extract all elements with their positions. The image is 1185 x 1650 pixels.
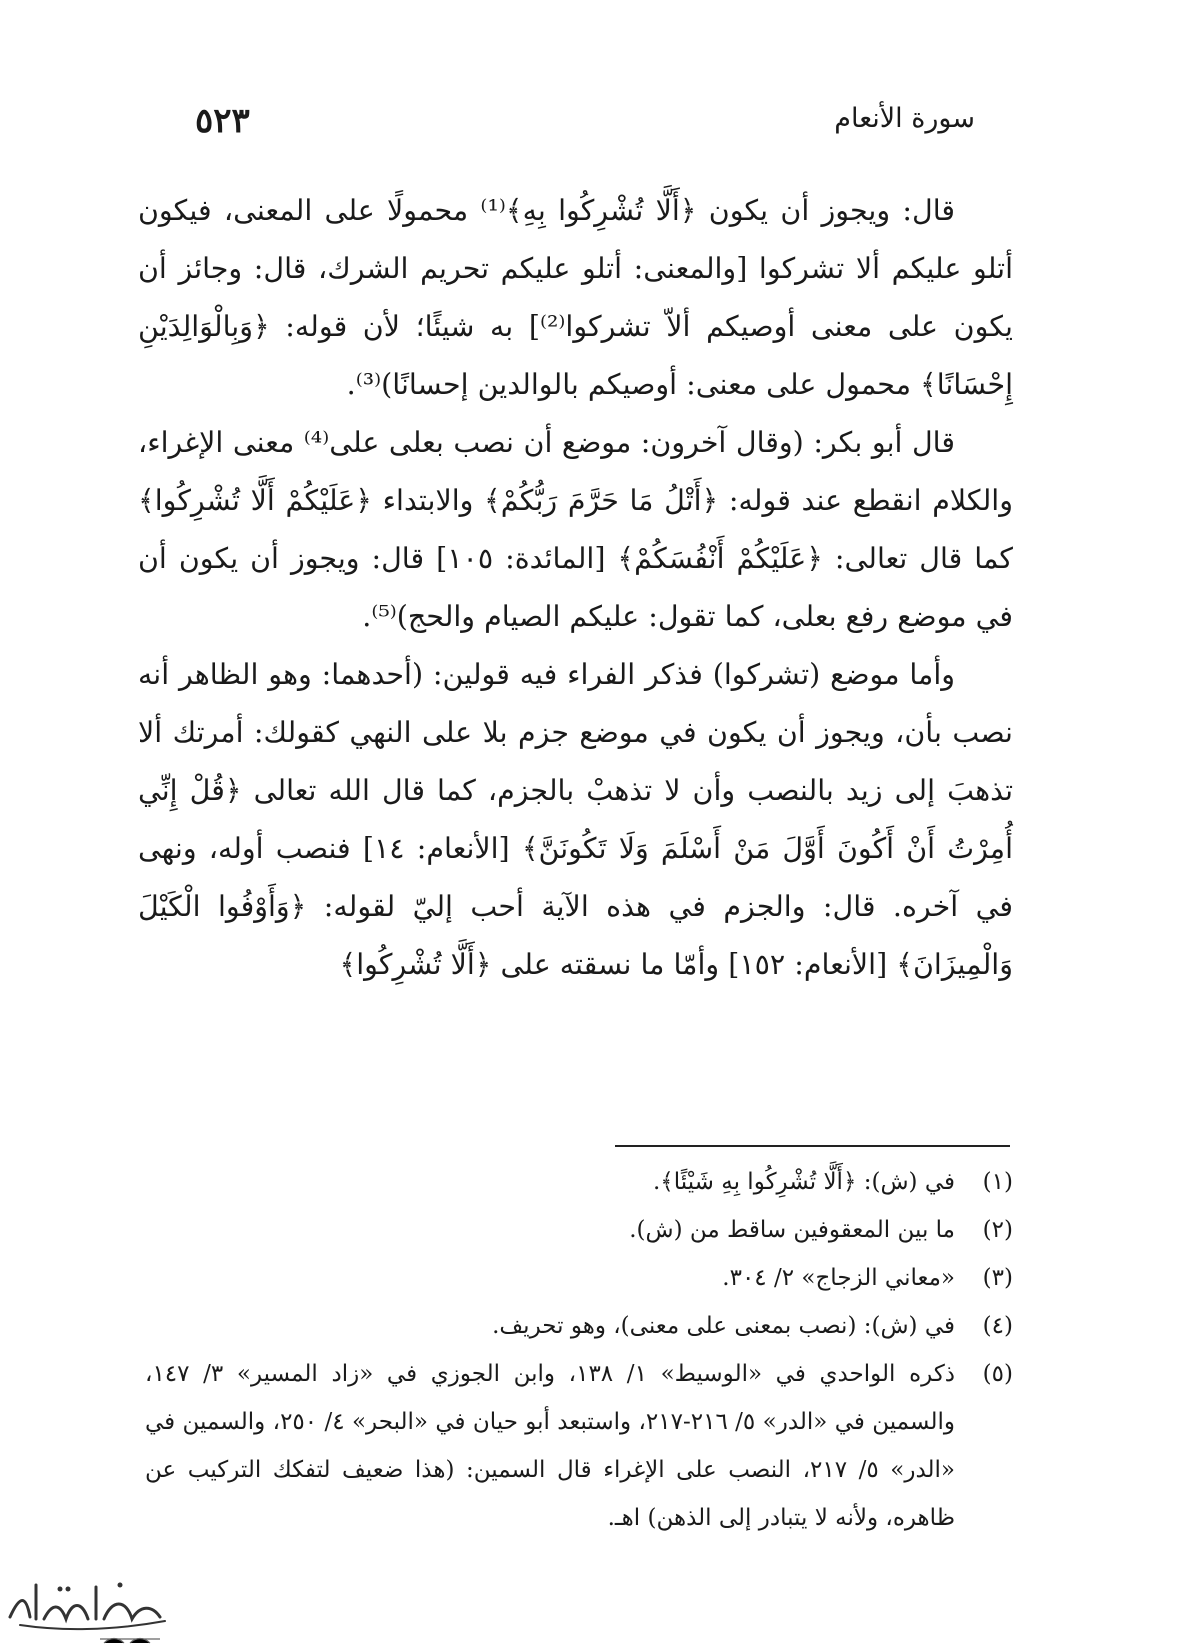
footnotes (145, 1158, 1013, 1542)
footnote (145, 1302, 1013, 1350)
footnote (145, 1350, 1013, 1542)
page-header (195, 103, 975, 153)
footnote-text: ما بين المعقوفين ساقط من (ش). (629, 1217, 955, 1243)
paragraph: قال: ويجوز أن يكون ﴿أَلَّا تُشْرِكُوا بِهِ﴾⁽¹⁾ محمولًا على المعنى، فيكون أتلو عليكم ألا تشركوا [والمعنى: أتلو عليكم تحريم الشرك، قال: وجائز أن يكون على معنى أوصيكم ألاّ تشركوا⁽²⁾] به شيئًا؛ لأن قوله: ﴿وَبِالْوَالِدَيْنِ إِحْسَانًا﴾ محمول على معنى: أوصيكم بالوالدين إحسانًا)⁽³⁾. (138, 194, 1013, 401)
footnote (145, 1206, 1013, 1254)
page-number: ٥٢٣ (195, 101, 250, 141)
footnote-separator (615, 1145, 1010, 1147)
paragraph: وأما موضع (تشركوا) فذكر الفراء فيه قولين: (أحدهما: وهو الظاهر أنه نصب بأن، ويجوز أن يكون في موضع جزم بلا على النهي كقولك: أمرتك ألا تذهبَ إلى زيد بالنصب وأن لا تذهبْ بالجزم، كما قال الله تعالى ﴿قُلْ إِنِّي أُمِرْتُ أَنْ أَكُونَ أَوَّلَ مَنْ أَسْلَمَ وَلَا تَكُونَنَّ﴾ [الأنعام: ١٤] فنصب أوله، ونهى في آخره. قال: والجزم في هذه الآية أحب إليّ لقوله: ﴿وَأَوْفُوا الْكَيْلَ وَالْمِيزَانَ﴾ [الأنعام: ١٥٢] وأمّا ما نسقته على ﴿أَلَّا تُشْرِكُوا﴾ (138, 658, 1013, 981)
footnote-text: ذكره الواحدي في «الوسيط» ١/ ١٣٨، وابن الجوزي في «زاد المسير» ٣/ ١٤٧، والسمين في «الدر» ٥/ ٢١٦-٢١٧، واستبعد أبو حيان في «البحر» ٤/ ٢٥٠، والسمين في «الدر» ٥/ ٢١٧، النصب على الإغراء قال السمين: (هذا ضعيف لتفكك التركيب عن ظاهره، ولأنه لا يتبادر إلى الذهن) اهـ. (145, 1361, 956, 1531)
footnote-number: (٥) (982, 1361, 1013, 1387)
footnote-text: في (ش): ﴿أَلَّا تُشْرِكُوا بِهِ شَيْئًا﴾. (653, 1169, 955, 1195)
footnote-number: (٣) (982, 1265, 1013, 1291)
footnote-text: «معاني الزجاج» ٢/ ٣٠٤. (722, 1265, 955, 1291)
footnote-number: (١) (982, 1169, 1013, 1195)
running-title: سورة الأنعام (834, 103, 975, 134)
main-text (138, 182, 1013, 994)
footnote (145, 1158, 1013, 1206)
watermark-logo (0, 1555, 175, 1650)
paragraph: قال أبو بكر: (وقال آخرون: موضع أن نصب بعلى على⁽⁴⁾ معنى الإغراء، والكلام انقطع عند قوله: ﴿أَتْلُ مَا حَرَّمَ رَبُّكُمْ﴾ والابتداء ﴿عَلَيْكُمْ أَلَّا تُشْرِكُوا﴾ كما قال تعالى: ﴿عَلَيْكُمْ أَنْفُسَكُمْ﴾ [المائدة: ١٠٥] قال: ويجوز أن يكون أن في موضع رفع بعلى، كما تقول: عليكم الصيام والحج)⁽⁵⁾. (138, 426, 1013, 633)
footnote-text: في (ش): (نصب بمعنى على معنى)، وهو تحريف. (492, 1313, 955, 1339)
footnote-number: (٢) (982, 1217, 1013, 1243)
footnote-number: (٤) (982, 1313, 1013, 1339)
footnote (145, 1254, 1013, 1302)
